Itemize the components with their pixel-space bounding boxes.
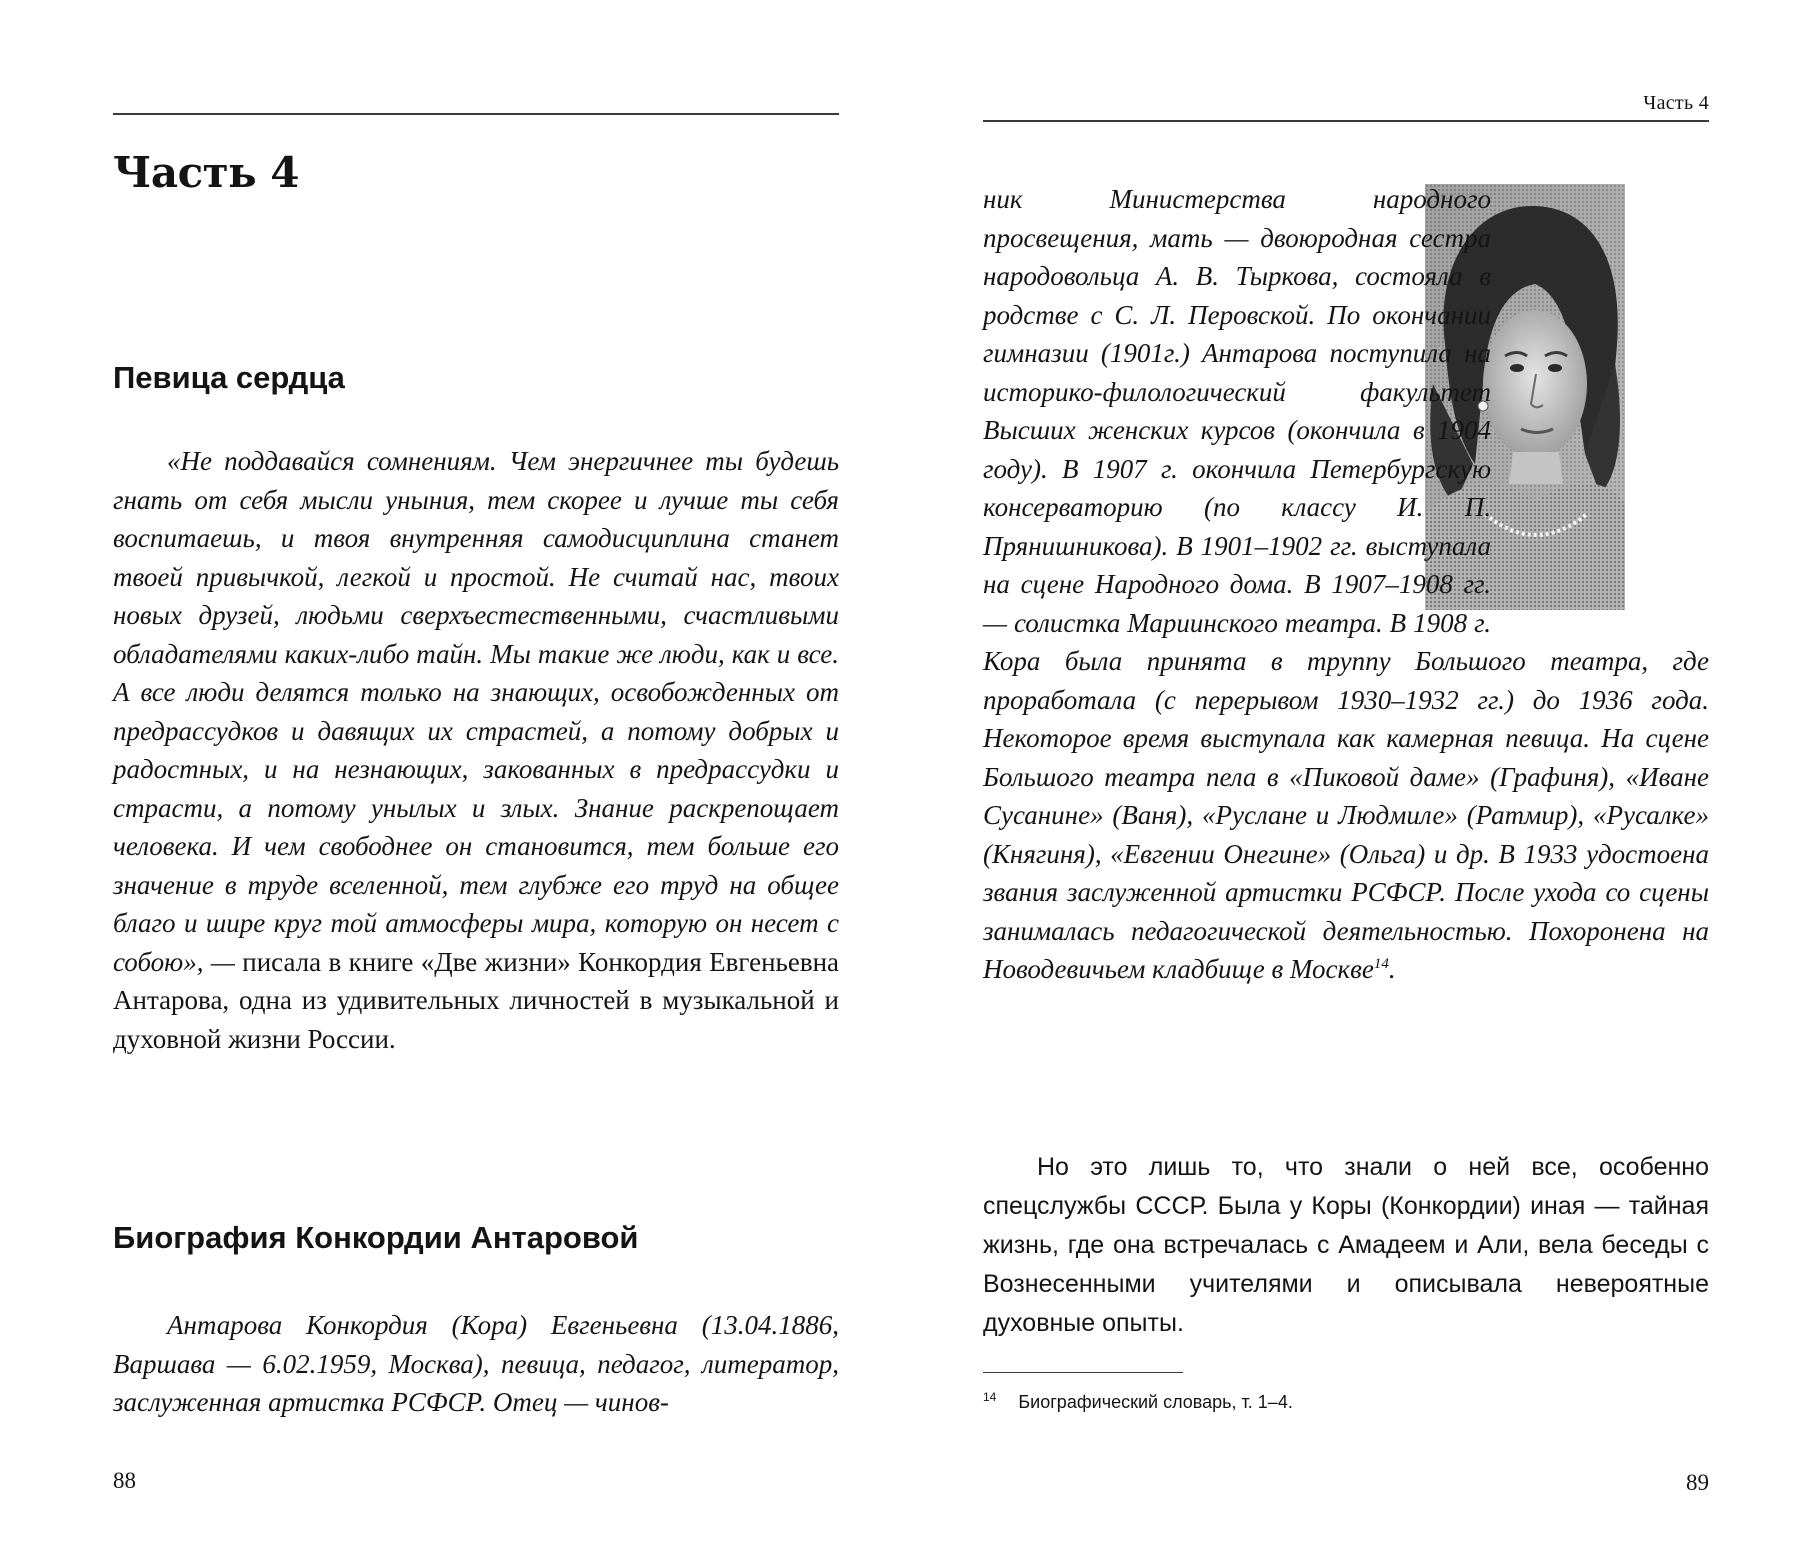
epigraph-paragraph [113, 442, 839, 1058]
main-paragraph: Но это лишь то, что знали о ней все, особенно спецслужбы СССР. Была у Коры (Конкордии) иная — тайная жизнь, где она встречалась с Амадеем и Али, вела беседы с Вознесенными учителями и описывала невероятные духовные опыты. [983, 1153, 1709, 1337]
biography-continuation-text: ник Министерства народного просвещения, мать — двоюродная сестра народовольца А. В. Тыркова, состояла в родстве с С. Л. Перовской. По окончании гимназии (1901г.) Антарова поступила на историко-филологический факультет Высших женских курсов (окончила в 1904 году). В 1907 г. окончила Петербургскую консерваторию (по классу И. П. Прянишникова). В 1901–1902 гг. выступала на сцене Народного дома. В 1907–1908 гг. — солистка Мариинского театра. В 1908 г. Кора была принята в труппу Большого театра, где проработала (с перерывом 1930–1932 гг.) до 1936 года. Некоторое время выступала как камерная певица. На сцене Большого театра пела в «Пиковой даме» (Графиня), «Иване Сусанине» (Ваня), «Руслане и Людмиле» (Ратмир), «Русалке» (Княгиня), «Евгении Онегине» (Ольга) и др. В 1933 удостоена звания заслуженной артистки РСФСР. После ухода со сцены занималась педагогической деятельностью. Похоронена на Новодевичьем кладбище в Москве [983, 184, 1709, 984]
footnote-reference: 14 [1373, 956, 1389, 972]
biography-start-text: Антарова Конкордия (Кора) Евгеньевна (13.04.1886, Варшава — 6.02.1959, Москва), певица, педагог, литератор, заслуженная артистка РСФСР. Отец — чинов- [113, 1310, 839, 1417]
biography-continuation [983, 180, 1709, 989]
running-head: Часть 4 [1643, 92, 1709, 114]
section-heading-singer: Певица сердца [113, 360, 345, 395]
footnote-rule [983, 1372, 1183, 1373]
right-page [903, 0, 1806, 1563]
epigraph-quote: «Не поддавайся сомнениям. Чем энергичнее ты будешь гнать от себя мысли уныния, тем скорее и лучше ты себя воспитаешь, и твоя внутренняя самодисциплина станет твоей привычкой, легкой и простой. Не считай нас, твоих новых друзей, людьми сверхъестественными, счастливыми обладателями каких-либо тайн. Мы такие же люди, как и все. А все люди делятся только на знающих, освобожденных от предрассудков и давящих их страстей, а потому добрых и радостных, и на незнающих, закованных в предрассудки и страсти, а потому унылых и злых. Знание раскрепощает человека. И чем свободнее он становится, тем больше его значение в труде вселенной, тем глубже его труд на общее благо и шире круг той атмосферы мира, которую он несет с собою», — [113, 446, 839, 977]
epigraph-attribution: писала в книге «Две жизни» Конкордия Евгеньевна Антарова, одна из удивительных личностей в музыкальной и духовной жизни России. [113, 946, 840, 1054]
biography-end-punctuation: . [1388, 954, 1396, 984]
page-number-right: 89 [1686, 1470, 1709, 1495]
chapter-title: Часть 4 [113, 148, 300, 197]
biography-start [113, 1306, 839, 1422]
footnote [983, 1390, 1709, 1413]
page-number-left: 88 [113, 1468, 136, 1493]
section-heading-biography: Биография Конкордии Антаровой [113, 1220, 639, 1255]
header-rule [983, 120, 1709, 122]
footnote-number: 14 [983, 1390, 997, 1404]
header-rule [113, 113, 839, 115]
footnote-text: Биографический словарь, т. 1–4. [1018, 1392, 1293, 1412]
